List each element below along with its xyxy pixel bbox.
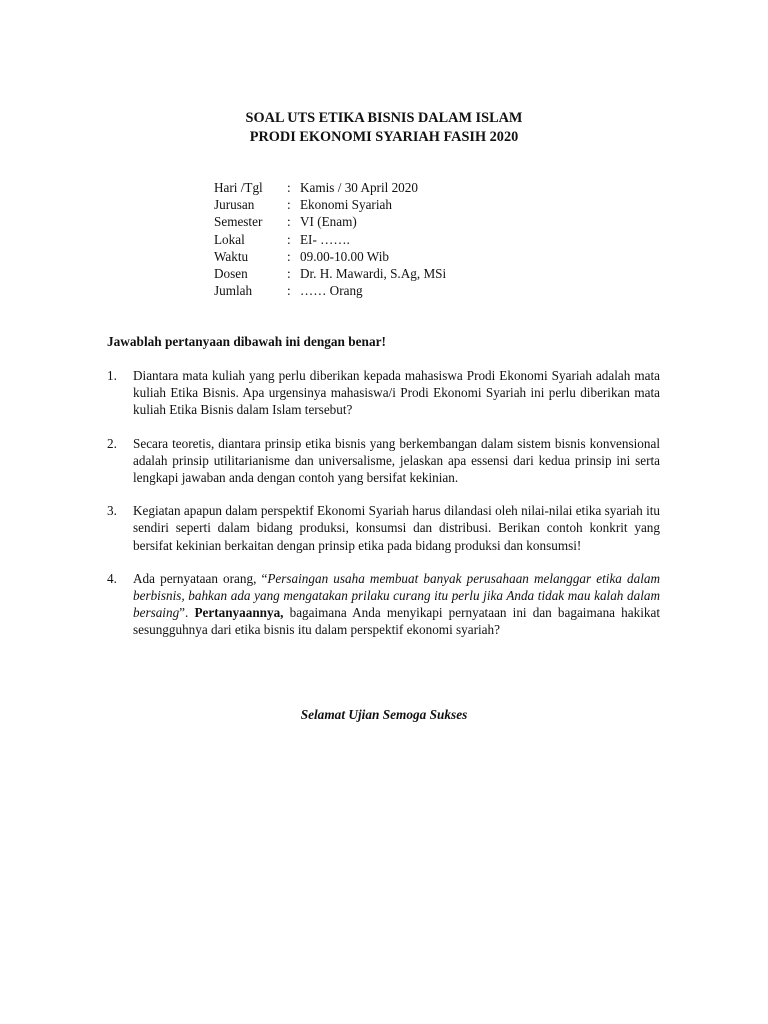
question-text: Diantara mata kuliah yang perlu diberikan kepada mahasiswa Prodi Ekonomi Syariah adalah mata kuliah Etika Bisnis. Apa urgensinya mahasiswa/i Prodi Ekonomi Syariah ini perlu diberikan mata kuliah Etika Bisnis dalam Islam tersebut? bbox=[133, 368, 660, 418]
info-separator: : bbox=[287, 283, 291, 299]
instruction-text: Jawablah pertanyaan dibawah ini dengan benar! bbox=[107, 334, 386, 349]
question-number: 1. bbox=[107, 368, 117, 383]
question-list bbox=[107, 367, 660, 655]
info-label: Semester bbox=[214, 214, 263, 230]
info-row-lecturer bbox=[214, 265, 446, 282]
info-row-date bbox=[214, 179, 446, 196]
closing-message: Selamat Ujian Semoga Sukses bbox=[300, 707, 468, 722]
info-value: 09.00-10.00 Wib bbox=[300, 248, 389, 264]
title-block bbox=[0, 109, 768, 147]
question-item-3 bbox=[107, 502, 660, 554]
info-row-time bbox=[214, 248, 446, 265]
info-separator: : bbox=[287, 231, 291, 247]
question-text: Kegiatan apapun dalam perspektif Ekonomi Syariah harus dilandasi oleh nilai-nilai etika syariah itu sendiri seperti dalam bidang produksi, konsumsi dan distribusi. Berikan contoh konkrit yang bersifat kekinian berkaitan dengan prinsip etika pada bidang produksi dan konsumsi! bbox=[133, 503, 660, 553]
info-label: Jumlah bbox=[214, 283, 253, 299]
question-text-intro: Ada pernyataan orang, “ bbox=[133, 570, 268, 586]
info-label: Hari /Tgl bbox=[214, 180, 263, 195]
question-number: 2. bbox=[107, 435, 117, 451]
info-row-class bbox=[214, 231, 446, 248]
question-text: Secara teoretis, diantara prinsip etika bisnis yang berkembangan dalam sistem bisnis konvensional adalah prinsip utilitarianisme dan universalisme, jelaskan apa essensi dari kedua prinsip ini serta lengkapi jawaban anda dengan contoh yang bersifat kekinian. bbox=[133, 435, 660, 486]
question-item-4 bbox=[107, 570, 660, 639]
page-title: SOAL UTS ETIKA BISNIS DALAM ISLAM bbox=[245, 110, 523, 126]
info-row-count bbox=[214, 282, 446, 299]
info-separator: : bbox=[287, 214, 291, 230]
question-text-quote-end: ”. bbox=[179, 605, 195, 621]
info-separator: : bbox=[287, 197, 291, 213]
info-value: Dr. H. Mawardi, S.Ag, MSi bbox=[300, 265, 447, 281]
info-value: Kamis / 30 April 2020 bbox=[300, 180, 418, 195]
question-number: 3. bbox=[107, 503, 117, 519]
question-quote: Persaingan usaha membuat banyak perusahaan melanggar etika dalam berbisnis, bahkan ada yang mengatakan prilaku curang itu perlu jika Anda tidak mau kalah dalam bersaing bbox=[133, 570, 660, 621]
page-subtitle: PRODI EKONOMI SYARIAH FASIH 2020 bbox=[249, 129, 519, 145]
info-value: …… Orang bbox=[300, 283, 363, 299]
info-value: Ekonomi Syariah bbox=[300, 197, 392, 213]
exam-info-table bbox=[214, 179, 446, 299]
question-item-2 bbox=[107, 435, 660, 487]
info-separator: : bbox=[287, 265, 291, 281]
info-separator: : bbox=[287, 248, 291, 264]
question-text bbox=[133, 570, 660, 639]
info-label: Waktu bbox=[214, 248, 249, 264]
question-emphasis: Pertanyaannya, bbox=[194, 605, 284, 621]
info-value: VI (Enam) bbox=[300, 214, 357, 230]
question-item-1 bbox=[107, 367, 660, 419]
info-label: Dosen bbox=[214, 265, 248, 281]
info-label: Lokal bbox=[214, 231, 245, 247]
info-label: Jurusan bbox=[214, 197, 255, 213]
info-separator: : bbox=[287, 180, 291, 195]
question-number: 4. bbox=[107, 570, 117, 586]
info-row-department bbox=[214, 196, 446, 213]
question-text-rest: bagaimana Anda menyikapi pernyataan ini dan bagaimana hakikat sesungguhnya dari etika bisnis itu dalam perspektif ekonomi syariah? bbox=[133, 605, 660, 638]
info-row-semester bbox=[214, 213, 446, 230]
info-value: EI- ……. bbox=[300, 231, 350, 247]
